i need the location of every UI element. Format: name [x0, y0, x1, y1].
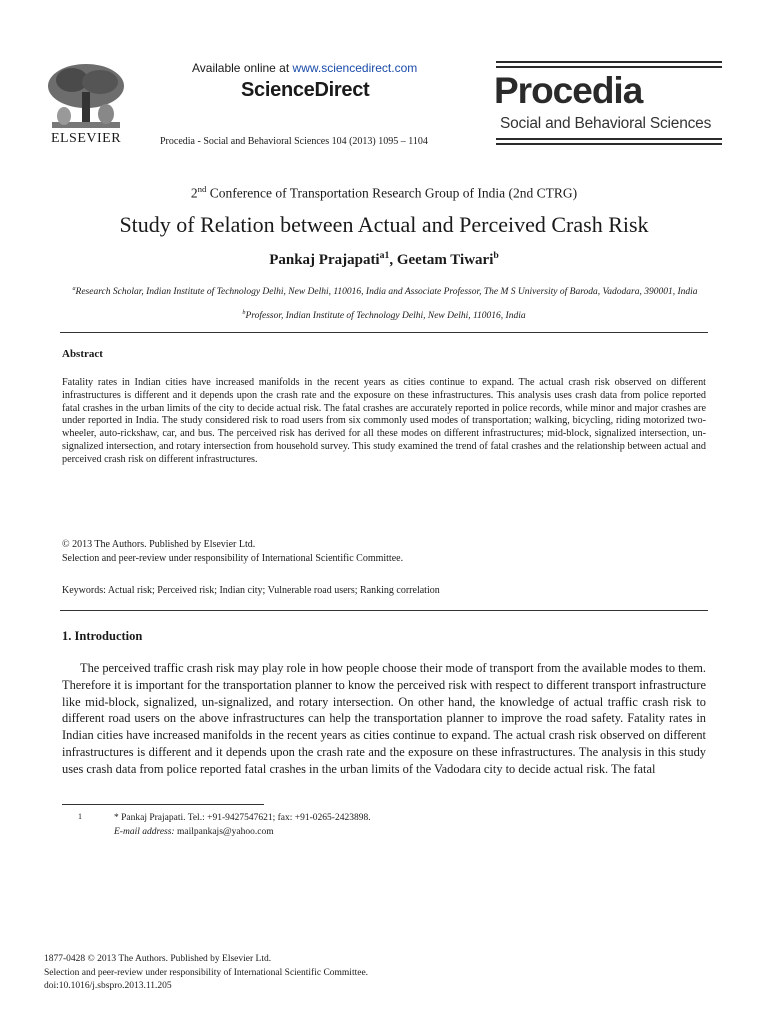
available-prefix: Available online at	[192, 61, 293, 75]
journal-citation: Procedia - Social and Behavioral Sciences 104 (2013) 1095 – 1104	[160, 136, 428, 147]
issn-line: 1877-0428 © 2013 The Authors. Published by Elsevier Ltd.	[44, 954, 272, 964]
procedia-rule-top-2	[496, 66, 722, 68]
affiliation-a: $^a$Research Scholar, Indian Institute of Technology Delhi, New Delhi, 110016, India and Associate Professor, The M S University of Baroda, Vadodara, 390001, India	[72, 286, 698, 298]
page-footer	[44, 953, 368, 994]
author-name: Pankaj Prajapati	[269, 252, 380, 268]
abstract-text: Fatality rates in Indian cities have increased manifolds in the recent years as cities continue to expand. The actual crash risk observed on different infrastructures is different and it depends upon the crash rate and the exposure on these infrastructures. This analysis uses crash data from police reported fatal crashes in the urban limits of the city to decide actual risk. The fatal crashes are accurately reported in police records, while minor and major crashes are under reported in India. The study considered risk to road users from six commonly used modes of transportation; walking, bicycling, riding motorized two-wheeler, auto-rickshaw, car, and bus. The perceived risk has derived for all these modes on different infrastructures; mid-block, signalized intersection, un-signalized intersection, and rotary intersection from household survey. This study examined the trend of fatal crashes and the relationship between actual and perceived crash risk on different infrastructures.	[62, 377, 706, 465]
selection-line: Selection and peer-review under responsibility of International Scientific Committee.	[44, 967, 369, 978]
author-list: Pankaj Prajapati$^{a1}$, Geetam Tiwari$^b$	[269, 250, 499, 268]
footnote-email: E-mail address: mailpankajs@yahoo.com	[114, 827, 274, 837]
intro-paragraph: The perceived traffic crash risk may play role in how people choose their mode of transport from the available modes to them. Therefore it is important for the transportation planner to know the perceived risk with respect to different transport infrastructure like mid-block, signalized, un-signalized, and rotary intersection. On other hand, the knowledge of actual traffic crash risk to different road users on the above infrastructures can help the transportation planner to improve the road safety. Fatality rates in Indian cities have increased manifolds in the recent years as cities continue to expand. The actual crash risk observed on different infrastructures is different and it depends upon the crash rate and the exposure on these infrastructures. The analysis in this study uses crash data from police reported fatal crashes in the urban limits of the Vadodara city to decide actual risk. The fatal	[62, 661, 706, 776]
available-online	[192, 61, 417, 75]
sciencedirect-wordmark: ScienceDirect	[241, 79, 370, 101]
procedia-rule-top-1	[496, 61, 722, 63]
procedia-rule-bottom-1	[496, 138, 722, 140]
paper-title: Study of Relation between Actual and Perceived Crash Risk	[119, 212, 649, 237]
divider	[60, 332, 708, 333]
email-link[interactable]: mailpankajs@yahoo.com	[174, 827, 274, 837]
footnote-number: 1	[78, 812, 82, 821]
keywords: Keywords: Actual risk; Perceived risk; Indian city; Vulnerable road users; Ranking correlation	[62, 585, 440, 596]
procedia-wordmark: Procedia	[494, 70, 643, 111]
divider	[60, 610, 708, 611]
conference-line: 2nd Conference of Transportation Research Group of India (2nd CTRG)	[190, 184, 578, 201]
sciencedirect-link[interactable]: www.sciencedirect.com	[292, 61, 418, 75]
affiliation-b: $^b$Professor, Indian Institute of Technology Delhi, New Delhi, 110016, India	[242, 310, 526, 322]
section-heading: 1. Introduction	[62, 629, 143, 643]
abstract-heading: Abstract	[62, 348, 103, 360]
author-name: Geetam Tiwari	[396, 252, 494, 268]
footnote-rule	[62, 804, 264, 805]
copyright-notice: © 2013 The Authors. Published by Elsevier Ltd. Selection and peer-review under responsibility of International Scientific Committee.	[62, 539, 404, 564]
publisher-wordmark: ELSEVIER	[50, 131, 122, 146]
doi-link[interactable]: doi:10.1016/j.sbspro.2013.11.205	[44, 981, 172, 991]
procedia-subtitle: Social and Behavioral Sciences	[500, 115, 712, 132]
procedia-rule-bottom-2	[496, 143, 722, 145]
footnote-contact: * Pankaj Prajapati. Tel.: +91-9427547621; fax: +91-0265-2423898.	[114, 813, 371, 823]
